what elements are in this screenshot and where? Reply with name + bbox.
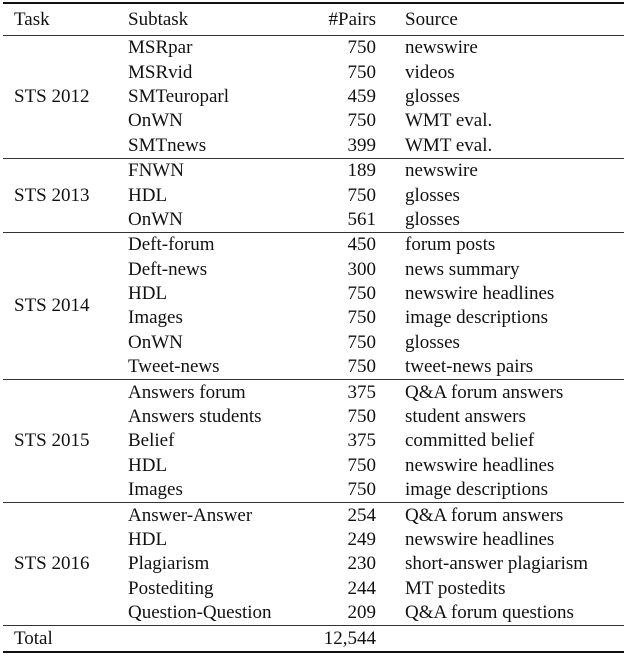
source-cell: Q&A forum answers xyxy=(405,504,564,526)
task-cell: STS 2015 xyxy=(14,430,90,452)
sts-datasets-table xyxy=(3,2,624,653)
subtask-cell: MSRpar xyxy=(128,37,193,59)
table-row xyxy=(3,233,624,258)
pairs-cell: 750 xyxy=(347,307,376,329)
subtask-cell: FNWN xyxy=(128,160,184,182)
source-cell: newswire headlines xyxy=(405,529,555,550)
table-row xyxy=(3,36,624,61)
pairs-cell: 750 xyxy=(347,283,376,305)
source-cell: image descriptions xyxy=(405,479,548,501)
subtask-cell: OnWN xyxy=(128,331,183,353)
header-task: Task xyxy=(14,8,50,30)
subtask-cell: Answers students xyxy=(128,406,262,428)
subtask-cell: Images xyxy=(128,479,183,501)
pairs-cell: 450 xyxy=(347,234,376,256)
pairs-cell: 375 xyxy=(347,430,376,452)
source-cell: MT postedits xyxy=(405,577,506,599)
source-cell: Q&A forum answers xyxy=(405,381,564,403)
subtask-cell: SMTnews xyxy=(128,134,207,156)
source-cell: WMT eval. xyxy=(405,110,493,132)
pairs-cell: 750 xyxy=(347,110,376,132)
header-subtask: Subtask xyxy=(128,8,189,30)
pairs-cell: 399 xyxy=(347,134,376,156)
pairs-cell: 750 xyxy=(347,184,376,206)
pairs-cell: 300 xyxy=(347,258,376,280)
source-cell: newswire headlines xyxy=(405,283,555,305)
subtask-cell: Images xyxy=(128,307,183,329)
subtask-cell: HDL xyxy=(128,283,168,305)
subtask-cell: Question-Question xyxy=(128,602,272,624)
task-cell: STS 2012 xyxy=(14,85,90,107)
source-cell: newswire xyxy=(405,160,478,182)
pairs-cell: 750 xyxy=(347,61,376,83)
source-cell: committed belief xyxy=(405,430,535,452)
source-cell: tweet-news pairs xyxy=(405,356,534,378)
subtask-cell: Tweet-news xyxy=(128,356,220,378)
total-pairs: 12,544 xyxy=(323,627,376,649)
subtask-cell: OnWN xyxy=(128,110,183,132)
subtask-cell: Belief xyxy=(128,430,175,452)
pairs-cell: 750 xyxy=(347,479,376,501)
source-cell: image descriptions xyxy=(405,307,548,329)
source-cell: forum posts xyxy=(405,234,496,256)
subtask-cell: Answers forum xyxy=(128,381,246,403)
total-section xyxy=(3,626,624,652)
subtask-cell: HDL xyxy=(128,184,168,206)
task-group xyxy=(3,36,624,159)
total-empty xyxy=(128,626,300,652)
task-cell: STS 2014 xyxy=(14,295,90,317)
header-source: Source xyxy=(405,8,458,30)
source-cell: glosses xyxy=(405,85,460,107)
pairs-cell: 189 xyxy=(347,160,376,182)
pairs-cell: 209 xyxy=(347,602,376,624)
subtask-cell: SMTeuroparl xyxy=(128,85,230,107)
task-group xyxy=(3,380,624,503)
header-pairs: #Pairs xyxy=(328,8,376,30)
total-empty-source xyxy=(376,626,624,652)
subtask-cell: HDL xyxy=(128,529,168,550)
pairs-cell: 230 xyxy=(347,553,376,575)
table-row xyxy=(3,503,624,528)
source-cell: glosses xyxy=(405,208,460,230)
pairs-cell: 249 xyxy=(347,529,376,550)
source-cell: newswire xyxy=(405,37,478,59)
pairs-cell: 750 xyxy=(347,454,376,476)
pairs-cell: 561 xyxy=(347,208,376,230)
source-cell: short-answer plagiarism xyxy=(405,553,589,575)
subtask-cell: Deft-forum xyxy=(128,234,215,256)
total-label: Total xyxy=(14,627,53,649)
subtask-cell: OnWN xyxy=(128,208,183,230)
pairs-cell: 750 xyxy=(347,356,376,378)
task-cell: STS 2016 xyxy=(14,553,90,575)
subtask-cell: Answer-Answer xyxy=(128,504,253,526)
source-cell: newswire headlines xyxy=(405,454,555,476)
table-row xyxy=(3,380,624,405)
table-row xyxy=(3,158,624,183)
source-cell: videos xyxy=(405,61,455,83)
task-group xyxy=(3,503,624,626)
source-cell: Q&A forum questions xyxy=(405,602,574,624)
source-cell: news summary xyxy=(405,258,520,280)
task-cell: STS 2013 xyxy=(14,184,90,206)
subtask-cell: HDL xyxy=(128,454,168,476)
header-row xyxy=(3,3,624,36)
table-header xyxy=(3,3,624,36)
pairs-cell: 375 xyxy=(347,381,376,403)
pairs-cell: 254 xyxy=(347,504,376,526)
source-cell: glosses xyxy=(405,184,460,206)
pairs-cell: 459 xyxy=(347,85,376,107)
source-cell: glosses xyxy=(405,331,460,353)
subtask-cell: MSRvid xyxy=(128,61,193,83)
pairs-cell: 750 xyxy=(347,331,376,353)
subtask-cell: Postediting xyxy=(128,577,214,599)
task-group xyxy=(3,158,624,232)
source-cell: student answers xyxy=(405,406,526,428)
pairs-cell: 750 xyxy=(347,406,376,428)
subtask-cell: Deft-news xyxy=(128,258,208,280)
source-cell: WMT eval. xyxy=(405,134,493,156)
total-row xyxy=(3,626,624,652)
pairs-cell: 750 xyxy=(347,37,376,59)
task-group xyxy=(3,233,624,380)
subtask-cell: Plagiarism xyxy=(128,553,210,575)
pairs-cell: 244 xyxy=(347,577,376,599)
